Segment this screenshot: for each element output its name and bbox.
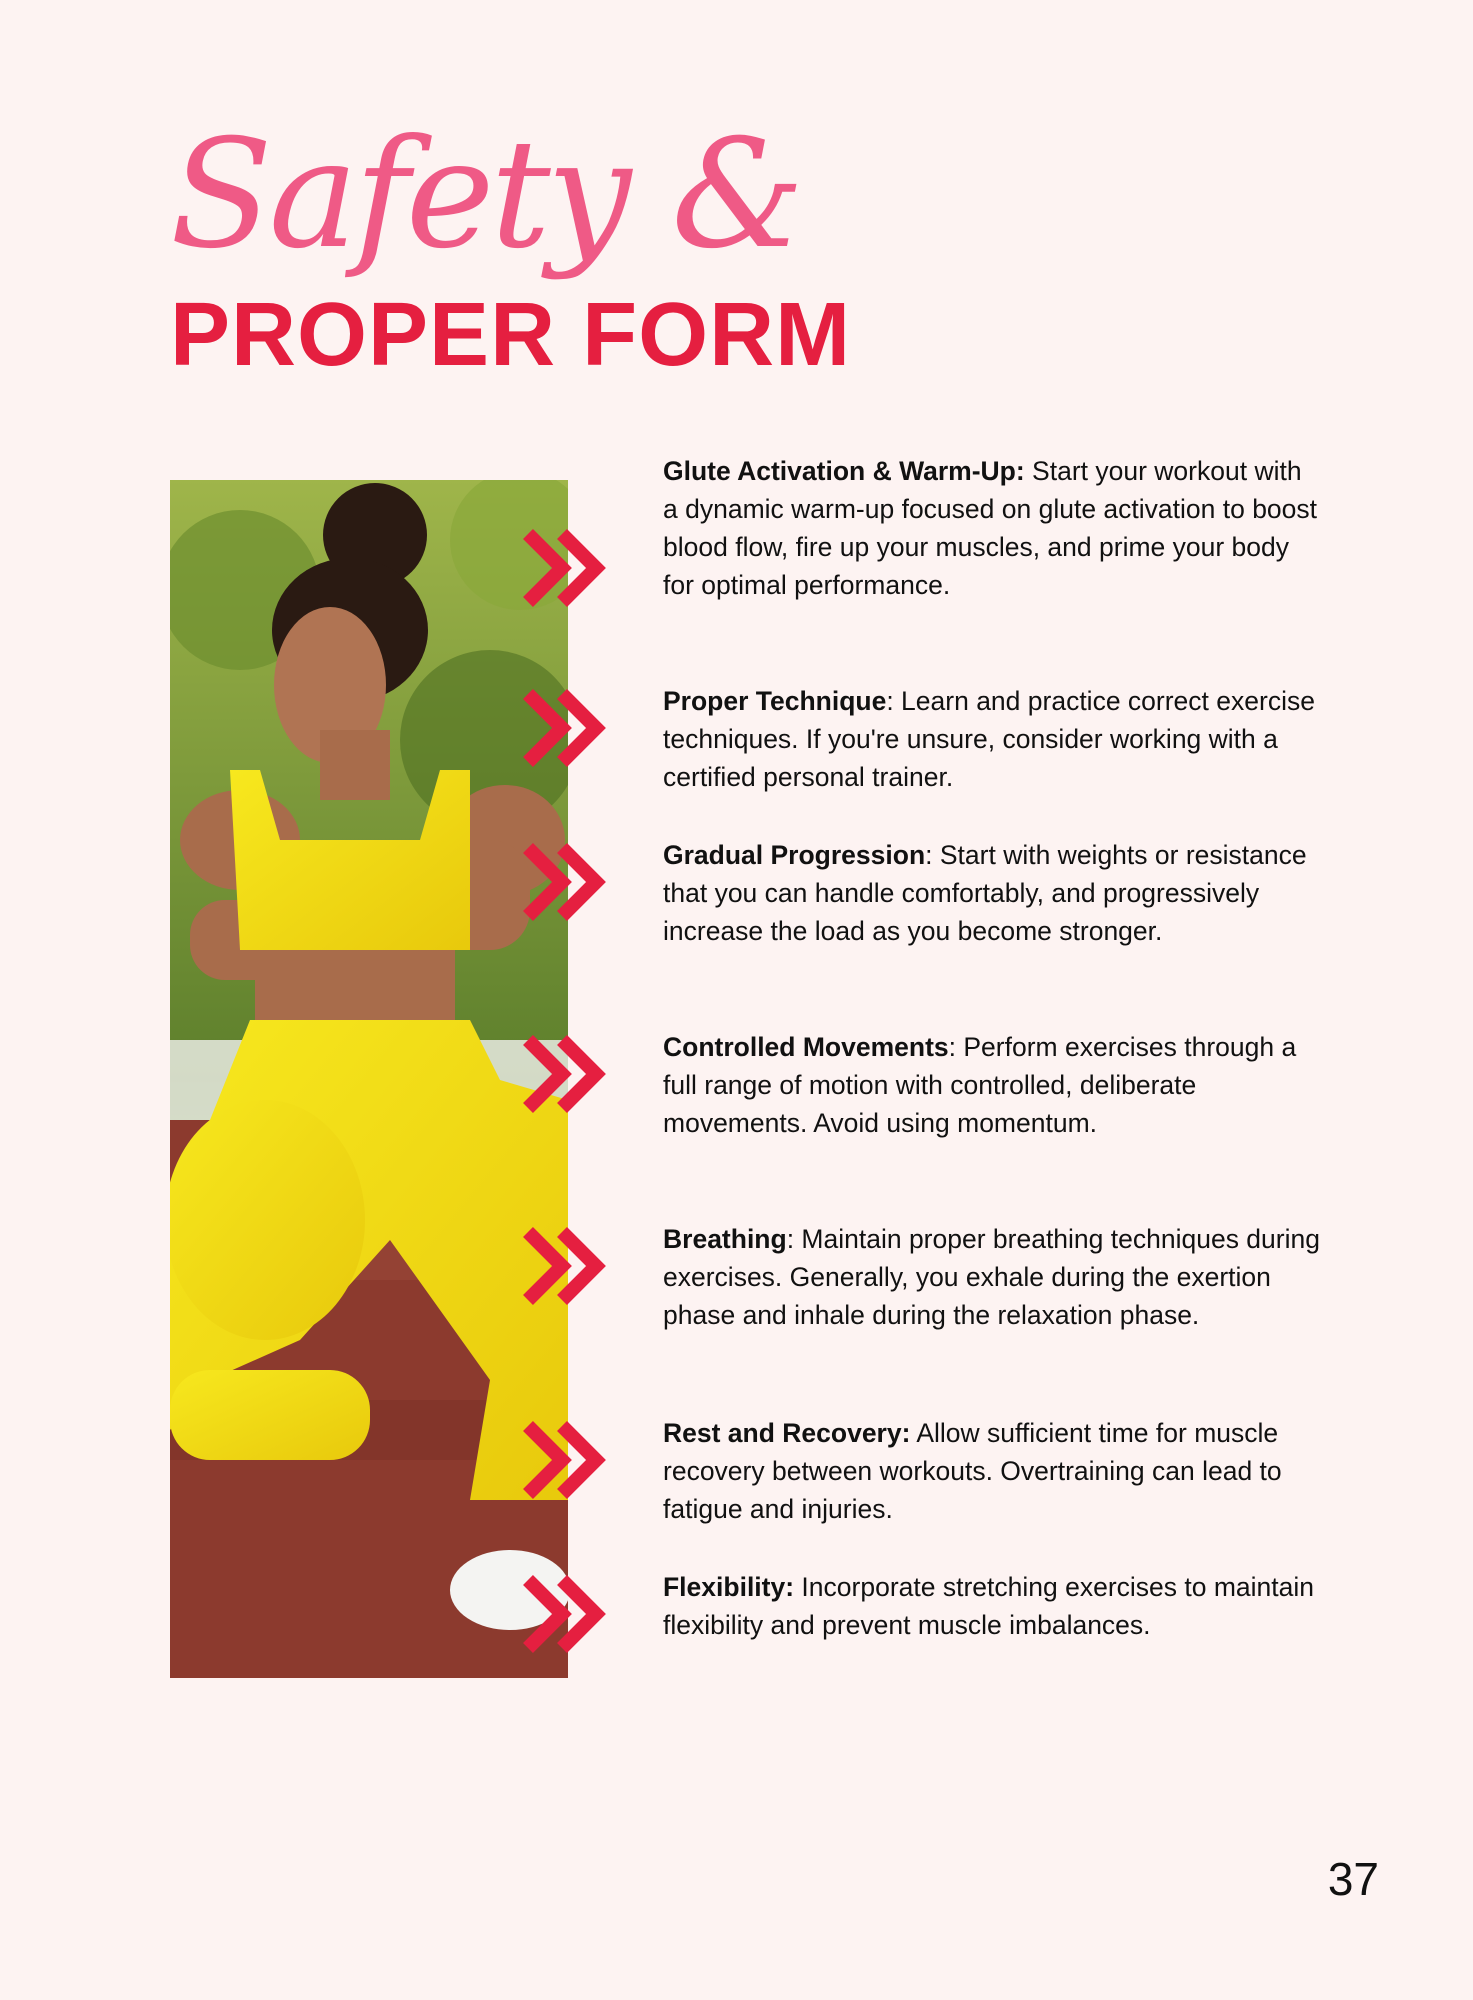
item-text: : Perform exercises through a full range of motion with controlled, deliberate movements. Avoid using momentum. [663,1032,1297,1138]
fitness-photo [170,480,568,1678]
double-chevron-right-icon [522,684,610,772]
double-chevron-right-icon [522,1416,610,1504]
list-item [663,1568,1323,1644]
item-text: Allow sufficient time for muscle recovery between workouts. Overtraining can lead to fatigue and injuries. [663,1418,1282,1524]
page-number: 37 [1327,1853,1379,1905]
list-item [663,452,1323,604]
list-item [663,1414,1323,1528]
item-term: Proper Technique [663,686,887,716]
item-text: : Start with weights or resistance that you can handle comfortably, and progressively increase the load as you become stronger. [663,840,1307,946]
list-item [663,1220,1323,1334]
item-term: Gradual Progression [663,840,926,870]
list-item [663,1028,1323,1142]
item-text: Incorporate stretching exercises to maintain flexibility and prevent muscle imbalances. [663,1572,1315,1640]
item-term: Breathing [663,1224,787,1254]
script-title: Safety & [170,108,801,282]
list-item [663,836,1323,950]
item-text: : Learn and practice correct exercise techniques. If you're unsure, consider working with a certified personal trainer. [663,686,1315,792]
item-term: Rest and Recovery: [663,1418,911,1448]
item-text: Start your workout with a dynamic warm-up focused on glute activation to boost blood flow, fire up your muscles, and prime your body for optimal performance. [663,456,1318,600]
item-term: Controlled Movements [663,1032,949,1062]
double-chevron-right-icon [522,838,610,926]
double-chevron-right-icon [522,1570,610,1658]
item-term: Flexibility: [663,1572,795,1602]
item-text: : Maintain proper breathing techniques during exercises. Generally, you exhale during the exertion phase and inhale during the relaxation phase. [663,1224,1320,1330]
double-chevron-right-icon [522,1030,610,1118]
list-item [663,682,1323,796]
item-term: Glute Activation & Warm-Up: [663,456,1025,486]
double-chevron-right-icon [522,524,610,612]
double-chevron-right-icon [522,1222,610,1310]
page-title: PROPER FORM [170,285,852,385]
